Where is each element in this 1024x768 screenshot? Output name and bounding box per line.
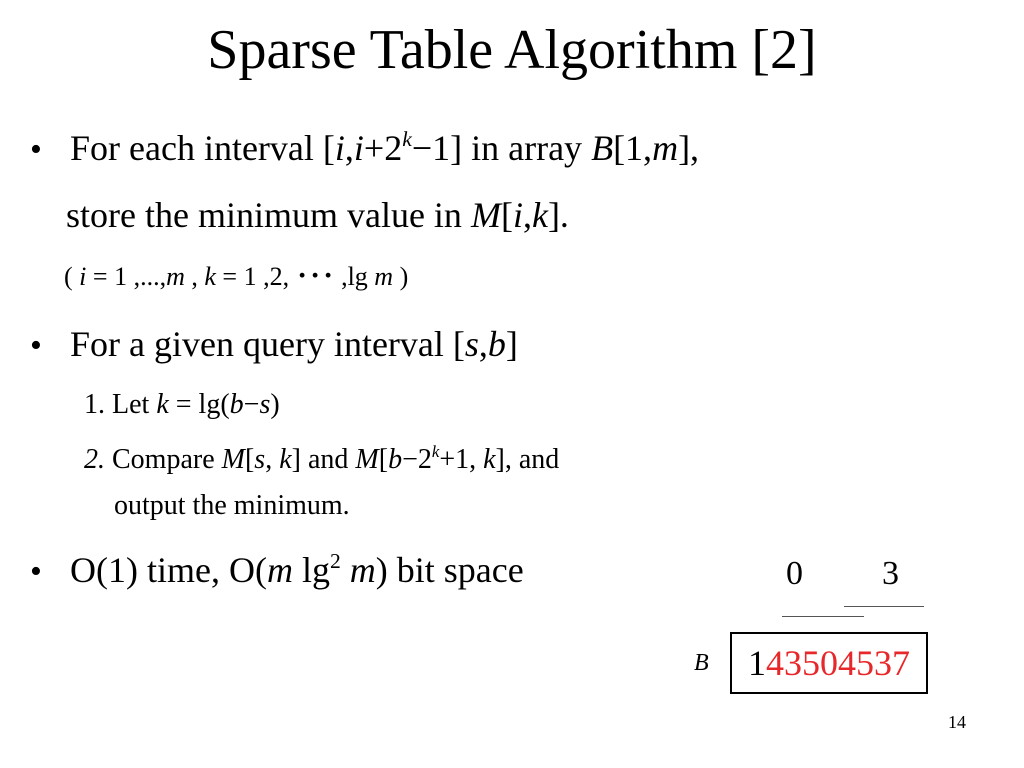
array-highlight: 43504537 [766, 643, 910, 683]
bullet2-step2-line2: output the minimum. [114, 490, 350, 521]
index-right: 3 [882, 555, 899, 592]
bullet1-line3: ( i = 1 ,...,m , k = 1 ,2, ･･･ ,lg m ) [64, 262, 409, 291]
bullet-dot: • [30, 553, 42, 590]
bullet2-step2: 2. Compare M[s, k] and $M[b-2^k+1$, k], and [84, 442, 560, 475]
bullet-dot: • [30, 327, 42, 364]
bullet1-line1: For each interval $[i,i+2^k-1]$ in array B[1,m], [70, 126, 700, 168]
bullet2-line1: For a given query interval [s,b] [70, 324, 518, 364]
array-value: 1 [748, 643, 766, 683]
page-number: 14 [948, 712, 966, 732]
index-left: 0 [786, 555, 803, 592]
array-label: B [694, 650, 709, 676]
bullet-dot: • [30, 131, 42, 168]
range-underline-left [782, 616, 864, 617]
array-box [730, 632, 928, 694]
slide-title: Sparse Table Algorithm [2] [207, 19, 817, 81]
bullet3-text: O(1) time, O(m $\lg^2 m$) bit space [70, 548, 524, 590]
bullet1-line2: store the minimum value in M[i,k]. [66, 195, 569, 235]
range-underline-right [844, 606, 924, 607]
bullet2-step1: 1. Let k = lg(b−s) [84, 389, 280, 420]
